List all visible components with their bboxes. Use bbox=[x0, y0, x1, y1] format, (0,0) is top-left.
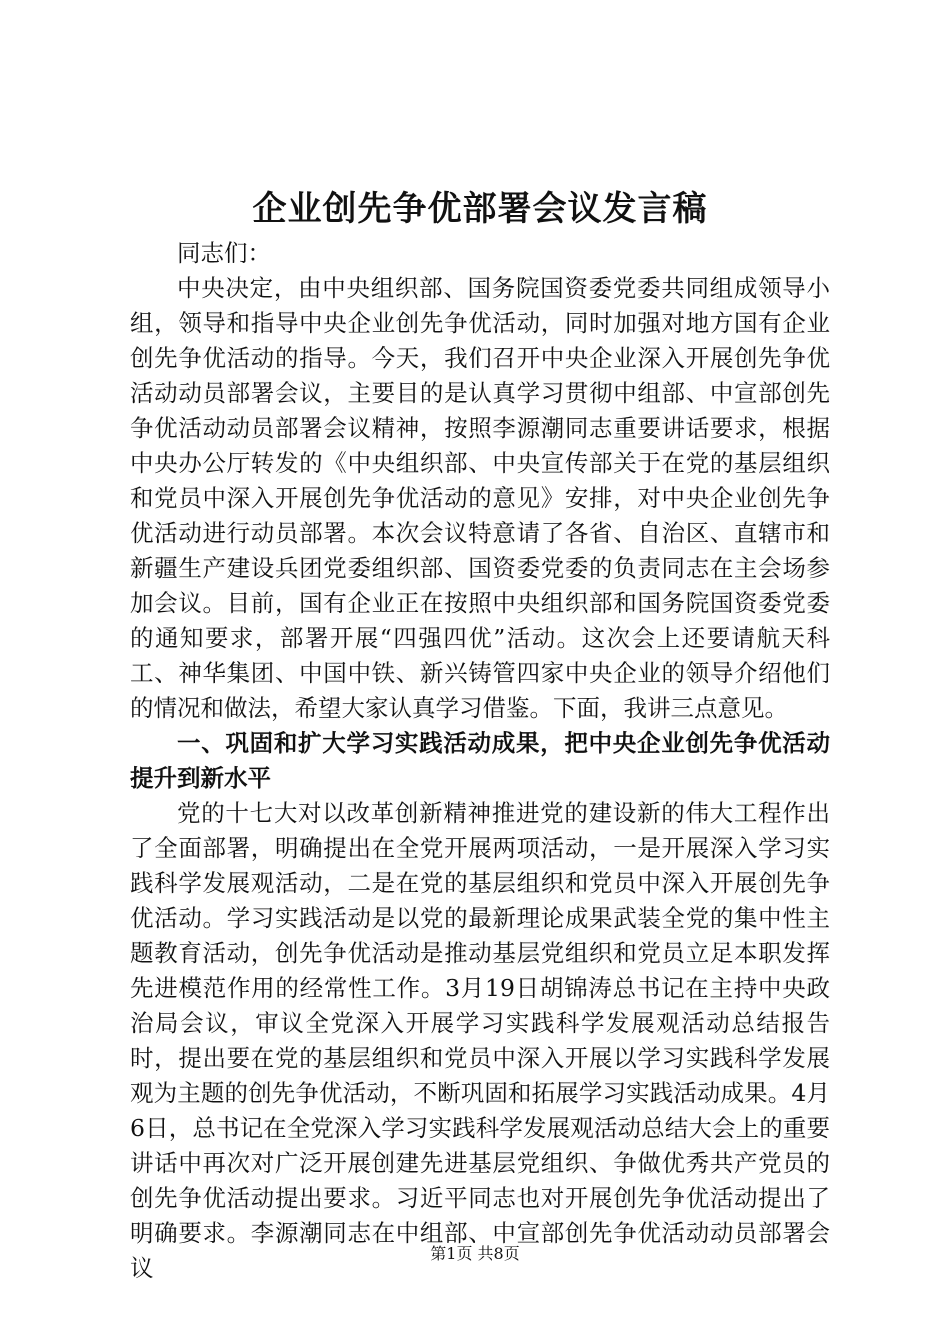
document-title: 企业创先争优部署会议发言稿 bbox=[252, 189, 708, 229]
document-page bbox=[130, 182, 830, 1286]
salutation: 同志们： bbox=[177, 239, 271, 267]
section-1-heading: 一、巩固和扩大学习实践活动成果，把中央企业创先争优活动提升到新水平 bbox=[130, 729, 830, 792]
section-1-paragraph: 党的十七大对以改革创新精神推进党的建设新的伟大工程作出了全面部署，明确提出在全党开展两项活动，一是开展深入学习实践科学发展观活动，二是在党的基层组织和党员中深入开展创先争优活动。学习实践活动是以党的最新理论成果武装全党的集中性主题教育活动，创先争优活动是推动基层党组织和党员立足本职发挥先进模范作用的经常性工作。3月19日胡锦涛总书记在主持中央政治局会议，审议全党深入开展学习实践科学发展观活动总结报告时，提出要在党的基层组织和党员中深入开展以学习实践科学发展观为主题的创先争优活动，不断巩固和拓展学习实践活动成果。4月6日，总书记在全党深入学习实践科学发展观活动总结大会上的重要讲话中再次对广泛开展创建先进基层党组织、争做优秀共产党员的创先争优活动提出要求。习近平同志也对开展创先争优活动提出了明确要求。李源潮同志在中组部、中宣部创先争优活动动员部署会议 bbox=[130, 799, 830, 1282]
page-footer: 第1页 共8页 bbox=[430, 1244, 520, 1263]
intro-paragraph: 中央决定，由中央组织部、国务院国资委党委共同组成领导小组，领导和指导中央企业创先争优活动，同时加强对地方国有企业创先争优活动的指导。今天，我们召开中央企业深入开展创先争优活动动员部署会议，主要目的是认真学习贯彻中组部、中宣部创先争优活动动员部署会议精神，按照李源潮同志重要讲话要求，根据中央办公厅转发的《中央组织部、中央宣传部关于在党的基层组织和党员中深入开展创先争优活动的意见》安排，对中央企业创先争优活动进行动员部署。本次会议特意请了各省、自治区、直辖市和新疆生产建设兵团党委组织部、国资委党委的负责同志在主会场参加会议。目前，国有企业正在按照中央组织部和国务院国资委党委的通知要求，部署开展“四强四优”活动。这次会上还要请航天科工、神华集团、中国中铁、新兴铸管四家中央企业的领导介绍他们的情况和做法，希望大家认真学习借鉴。下面，我讲三点意见。 bbox=[130, 274, 830, 722]
